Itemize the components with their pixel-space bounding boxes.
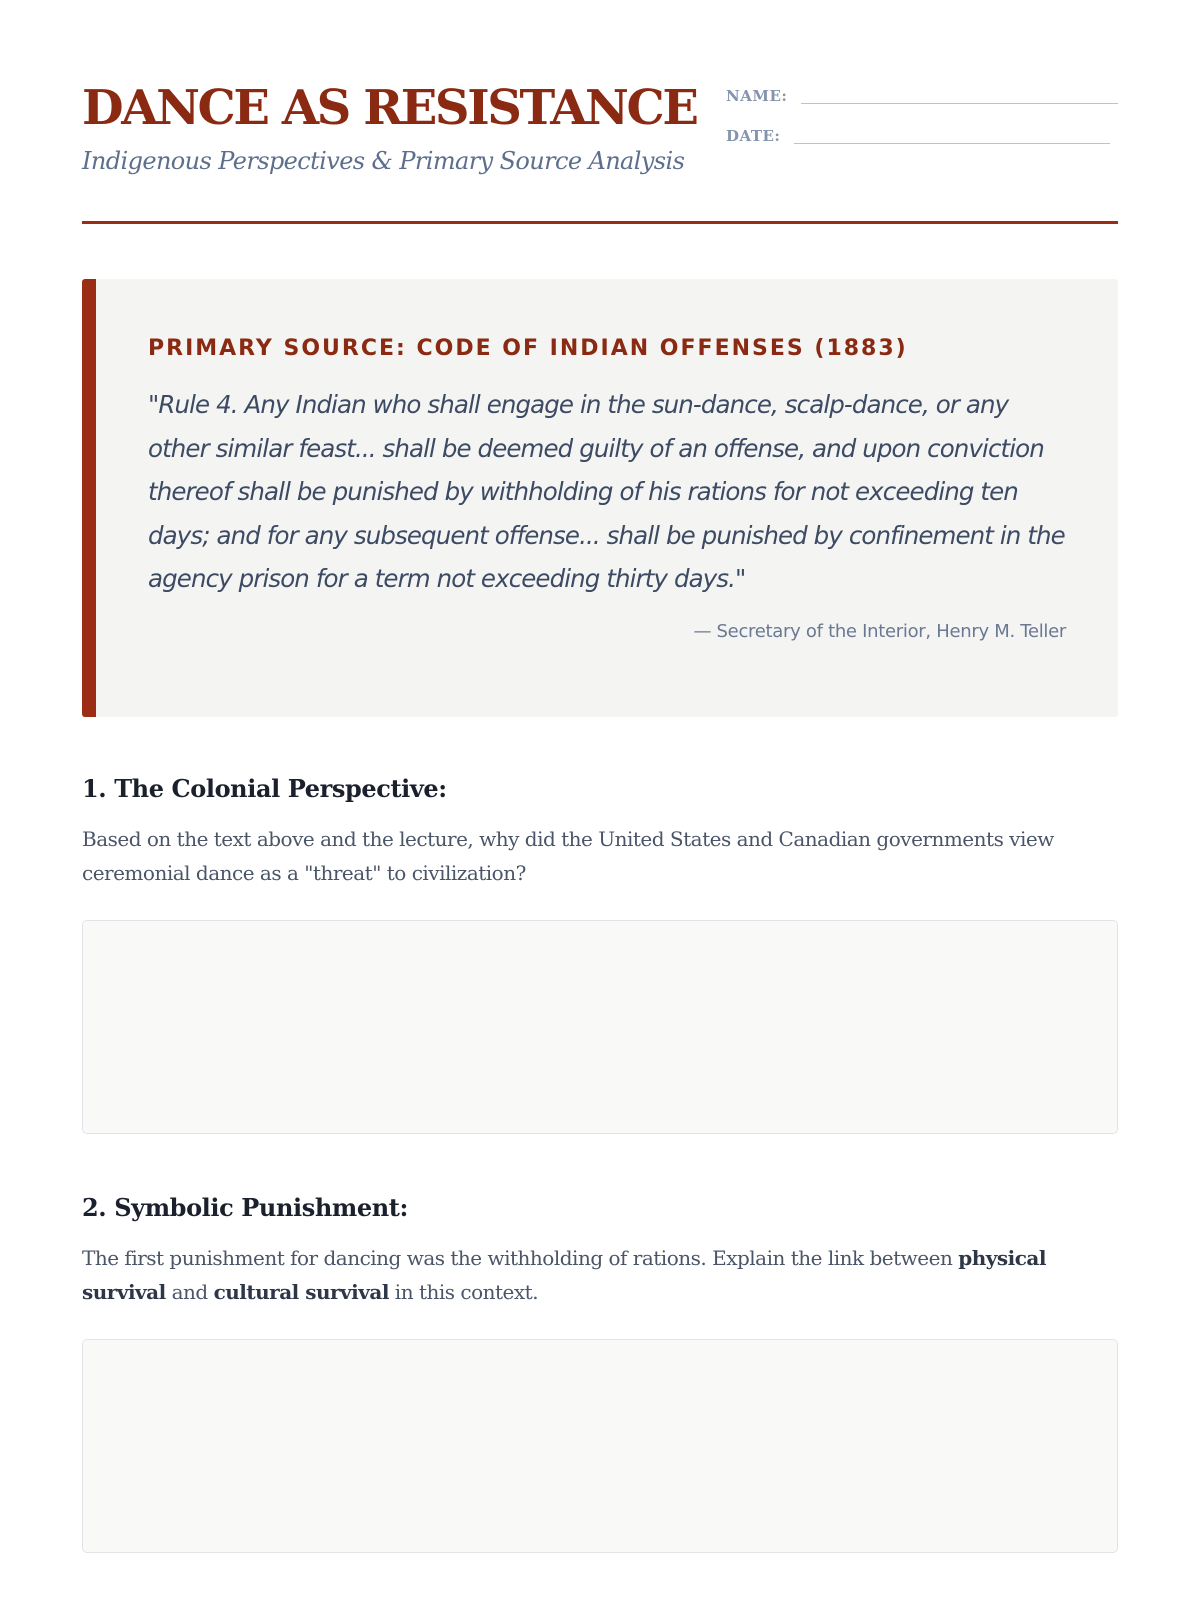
question-1-prompt: Based on the text above and the lecture, why did the United States and Canadian governments view ceremonial dance as a "threat" to civilization? [82,826,1054,885]
question-2 [82,1194,1118,1553]
page-title: DANCE AS RESISTANCE [82,80,697,136]
name-field[interactable] [801,82,1118,104]
question-1 [82,775,1118,1134]
date-label: DATE: [726,127,781,145]
question-2-emphasis-cultural: cultural survival [213,1279,389,1304]
page-subtitle: Indigenous Perspectives & Primary Source Analysis [82,147,685,175]
source-heading: PRIMARY SOURCE: CODE OF INDIAN OFFENSES (1883) [148,336,908,361]
question-2-prompt-part: in this context. [388,1279,539,1304]
header [82,0,1118,224]
name-label: NAME: [726,87,788,105]
primary-source-box [82,279,1118,717]
question-2-emphasis-physical: physical survival [82,1245,1046,1304]
question-1-title: 1. The Colonial Perspective: [82,774,447,803]
question-2-answer-box[interactable] [82,1339,1118,1553]
source-quote: "Rule 4. Any Indian who shall engage in the sun-dance, scalp-dance, or any other similar feast... shall be deemed guilty of an offense, and upon conviction thereof shall be punished by withholding of his rations for not exceeding ten days; and for any subsequent offense... shall be punished by confinement in the agency prison for a term not exceeding thirty days." [148,390,1065,594]
question-2-prompt-part: The first punishment for dancing was the withholding of rations. Explain the link between [82,1245,959,1270]
question-1-answer-box[interactable] [82,920,1118,1134]
name-row [726,82,1118,104]
date-row [726,122,1110,144]
source-citation: — Secretary of the Interior, Henry M. Teller [693,620,1066,642]
date-field[interactable] [794,122,1110,144]
question-2-prompt-part: and [165,1279,214,1304]
question-2-title: 2. Symbolic Punishment: [82,1192,408,1222]
question-2-prompt [82,1241,1118,1309]
